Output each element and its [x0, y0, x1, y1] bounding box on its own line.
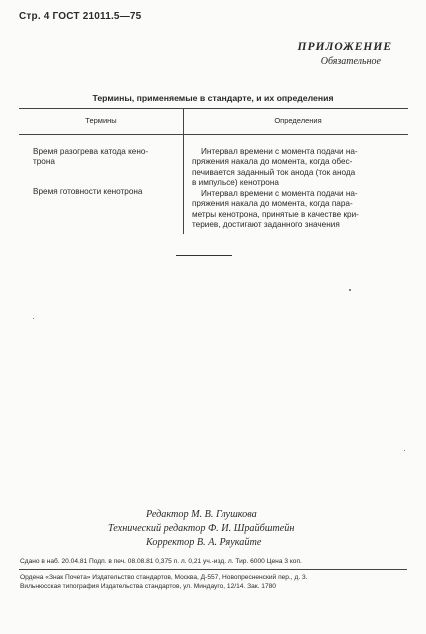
column-header-definitions: Определения [274, 116, 322, 125]
appendix-subtitle: Обязательное [320, 56, 381, 67]
term-cell [33, 147, 178, 168]
end-rule [176, 255, 232, 256]
credit-editor: Редактор М. В. Глушкова [146, 509, 257, 520]
table-column-divider [183, 108, 184, 234]
definition-cell [192, 189, 406, 231]
imprint-rule [19, 569, 407, 570]
definition-line: Интервал времени с момента подачи на- [201, 147, 358, 156]
definition-line: печивается заданный ток анода (ток анода [192, 167, 356, 177]
term-line: Время разогрева катода кено- [33, 147, 149, 156]
table-top-rule [19, 108, 408, 109]
definition-line: териев, достигают заданного значения [192, 220, 340, 230]
credit-tech-editor: Технический редактор Ф. И. Шрайбштейн [108, 523, 295, 534]
term-line: Время готовности кенотрона [33, 187, 143, 196]
scan-speck [349, 289, 351, 291]
appendix-title: ПРИЛОЖЕНИЕ [297, 41, 392, 53]
imprint-publisher: Ордена «Знак Почета» Издательство стандартов, Москва, Д-557, Новопресненский пер., д. 3. [20, 574, 308, 581]
imprint-printer: Вильнюсская типография Издательства стандартов, ул. Миндауго, 12/14. Зак. 1780 [20, 583, 276, 590]
scan-speck [33, 318, 34, 319]
credit-proofreader: Корректор В. А. Ряукайте [146, 537, 262, 548]
definition-line: в импульсе) кенотрона [192, 178, 279, 188]
definition-line: Интервал времени с момента подачи на- [201, 189, 358, 198]
definition-line: метры кенотрона, принятые в качестве кри- [192, 209, 359, 219]
term-cell [33, 187, 178, 197]
table-header-rule [19, 134, 408, 135]
definition-line: пряжения накала до момента, когда пара- [192, 199, 353, 209]
page-header: Стр. 4 ГОСТ 21011.5—75 [19, 11, 142, 22]
scan-speck [404, 450, 405, 451]
definition-line: пряжения накала до момента, когда обес- [192, 157, 353, 167]
column-header-terms: Термины [85, 116, 117, 125]
table-title: Термины, применяемые в стандарте, и их определения [92, 93, 334, 103]
imprint-print-data: Сдано в наб. 20.04.81 Подп. в печ. 08.08.81 0,375 п. л. 0,21 уч.-изд. л. Тир. 6000 Цена 3 коп. [20, 558, 302, 565]
definition-cell [192, 147, 406, 189]
term-line: трона [33, 157, 55, 167]
